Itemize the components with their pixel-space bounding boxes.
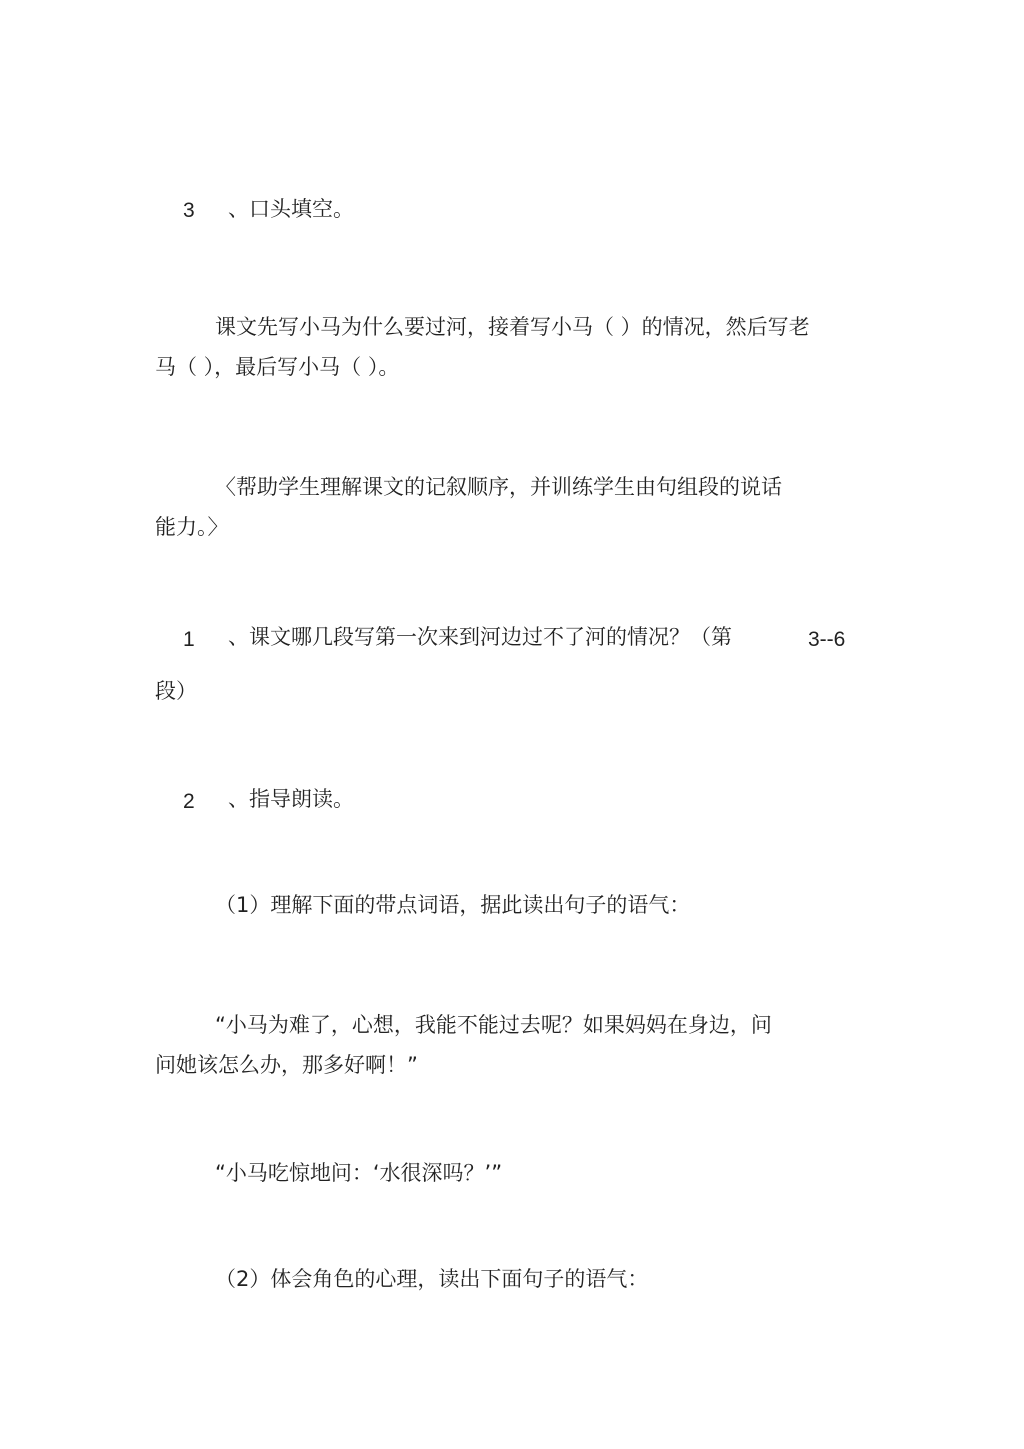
quote-pony-surprised: “小马吃惊地问：‘水很深吗？’” [215,1161,503,1185]
teaching-note-line-2: 能力。〉 [155,515,229,539]
heading-guided-reading: 、指导朗读。 [228,787,354,811]
fill-blank-paragraph-line-1: 课文先写小马为什么要过河，接着写小马（ ）的情况，然后写老 [215,315,810,339]
heading-oral-fill-blank: 、口头填空。 [228,197,354,221]
teaching-note-line-1: 〈帮助学生理解课文的记叙顺序，并训练学生由句组段的说话 [215,475,782,499]
item-number-2: 2 [183,790,195,813]
item-number-3: 3 [183,199,195,222]
item-number-1: 1 [183,628,195,651]
question-which-paragraphs: 、课文哪几段写第一次来到河边过不了河的情况？（第 [228,625,732,649]
quote-pony-hesitates-line-2: 问她该怎么办，那多好啊！” [155,1053,418,1077]
sub-item-2: （2）体会角色的心理，读出下面句子的语气： [215,1267,649,1291]
question-which-paragraphs-line-2: 段） [155,679,197,703]
sub-item-1: （1）理解下面的带点词语，据此读出句子的语气： [215,893,691,917]
quote-pony-hesitates-line-1: “小马为难了，心想，我能不能过去呢？如果妈妈在身边，问 [215,1013,772,1037]
paragraph-range: 3--6 [808,628,846,651]
fill-blank-paragraph-line-2: 马（ ），最后写小马（ ）。 [155,355,400,379]
